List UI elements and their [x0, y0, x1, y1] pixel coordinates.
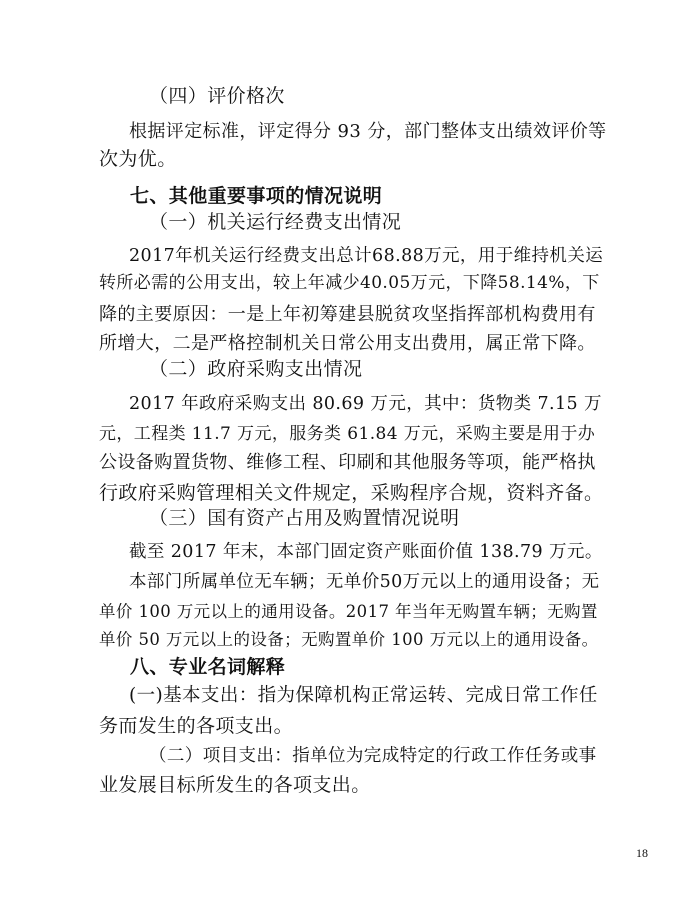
paragraph-line: 元，工程类 11.7 万元，服务类 61.84 万元，采购主要是用于办: [99, 424, 596, 444]
paragraph-line: 转所必需的公用支出，较上年减少40.05万元，下降58.14%，下: [99, 273, 600, 293]
paragraph-line: 务而发生的各项支出。: [99, 715, 294, 737]
subheading-state-assets: （三）国有资产占用及购置情况说明: [149, 507, 460, 529]
paragraph-line: 所增大，二是严格控制机关日常公用支出费用，属正常下降。: [99, 333, 596, 354]
paragraph-line: 公设备购置货物、维修工程、印刷和其他服务等项，能严格执: [99, 452, 596, 473]
subheading-government-procurement: （二）政府采购支出情况: [149, 358, 363, 380]
paragraph-line: 行政府采购管理相关文件规定，采购程序合规，资料齐备。: [99, 482, 604, 504]
section-heading-other-matters: 七、其他重要事项的情况说明: [130, 185, 383, 207]
paragraph-line: (一)基本支出：指为保障机构正常运转、完成日常工作任: [129, 685, 598, 706]
paragraph-line: 根据评定标准，评定得分 93 分，部门整体支出绩效评价等: [129, 121, 607, 142]
section-heading-glossary: 八、专业名词解释: [130, 656, 286, 678]
subheading-evaluation-grade: （四）评价格次: [149, 85, 285, 107]
paragraph-line: 单价 50 万元以上的设备；无购置单价 100 万元以上的通用设备。: [99, 630, 599, 649]
paragraph-line: 降的主要原因：一是上年初筹建县脱贫攻坚指挥部机构费用有: [99, 304, 596, 325]
page-number: 18: [636, 846, 648, 860]
paragraph-line: 本部门所属单位无车辆；无单价50万元以上的通用设备；无: [129, 572, 600, 592]
paragraph-line: 业发展目标所发生的各项支出。: [99, 774, 371, 796]
paragraph-line: 截至 2017 年末，本部门固定资产账面价值 138.79 万元。: [129, 542, 603, 562]
subheading-operating-expenses: （一）机关运行经费支出情况: [149, 211, 402, 233]
paragraph-line: 2017年机关运行经费支出总计68.88万元，用于维持机关运: [129, 246, 604, 266]
paragraph-line: （二）项目支出：指单位为完成特定的行政工作任务或事: [149, 746, 597, 766]
paragraph-line: 2017 年政府采购支出 80.69 万元，其中：货物类 7.15 万: [129, 394, 602, 414]
paragraph-line: 单价 100 万元以上的通用设备。2017 年当年无购置车辆；无购置: [99, 602, 598, 621]
paragraph-line: 次为优。: [99, 148, 177, 170]
